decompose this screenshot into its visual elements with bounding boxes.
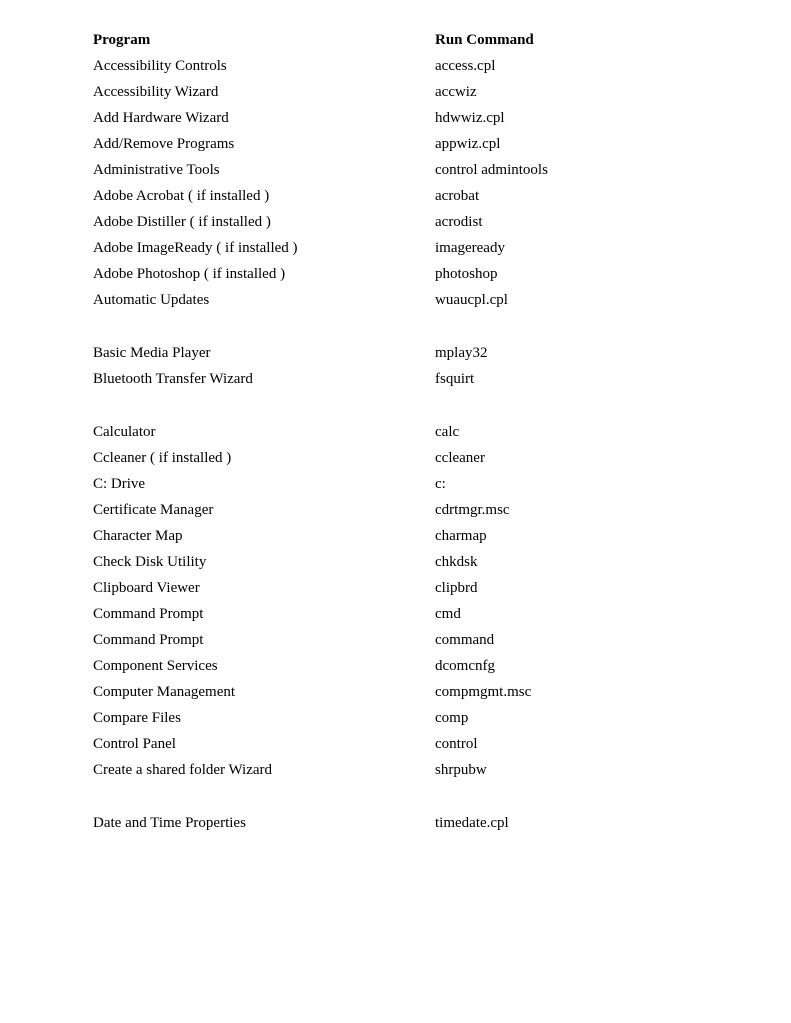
program-name: Control Panel: [93, 736, 176, 752]
table-row: [93, 601, 733, 627]
table-row: [93, 287, 733, 313]
table-row: [93, 183, 733, 209]
table-row: [93, 523, 733, 549]
run-command: compmgmt.msc: [435, 684, 532, 700]
program-name: Adobe Photoshop ( if installed ): [93, 266, 286, 282]
table-row: [93, 445, 733, 471]
run-command: fsquirt: [435, 371, 475, 387]
table-row: [93, 497, 733, 523]
table-row: [93, 53, 733, 79]
program-name: Compare Files: [93, 710, 181, 726]
run-command: c:: [435, 476, 446, 492]
program-name: Automatic Updates: [93, 292, 210, 308]
run-command: accwiz: [435, 84, 477, 100]
run-command: cmd: [435, 606, 461, 622]
program-name: C: Drive: [93, 476, 146, 492]
program-name: Component Services: [93, 658, 218, 674]
table-row: [93, 209, 733, 235]
run-command: calc: [435, 424, 460, 440]
run-commands-document: [93, 27, 733, 836]
table-row: [93, 419, 733, 445]
table-row: [93, 366, 733, 392]
table-row: [93, 157, 733, 183]
program-name: Accessibility Wizard: [93, 84, 219, 100]
run-command: acrobat: [435, 188, 480, 204]
run-command: ccleaner: [435, 450, 485, 466]
program-name: Create a shared folder Wizard: [93, 762, 273, 778]
program-name: Calculator: [93, 424, 156, 440]
run-command: photoshop: [435, 266, 498, 282]
table-row: [93, 731, 733, 757]
run-command: timedate.cpl: [435, 815, 509, 831]
program-name: Administrative Tools: [93, 162, 220, 178]
run-command: mplay32: [435, 345, 488, 361]
program-name: Certificate Manager: [93, 502, 214, 518]
program-name: Add Hardware Wizard: [93, 110, 229, 126]
program-name: Bluetooth Transfer Wizard: [93, 371, 253, 387]
run-command: hdwwiz.cpl: [435, 110, 505, 126]
run-command: appwiz.cpl: [435, 136, 501, 152]
program-name: Date and Time Properties: [93, 815, 246, 831]
run-command: wuaucpl.cpl: [435, 292, 508, 308]
table-row: [93, 679, 733, 705]
program-name: Ccleaner ( if installed ): [93, 450, 232, 466]
run-command: control: [435, 736, 478, 752]
table-row: [93, 471, 733, 497]
table-row: [93, 810, 733, 836]
table-row: [93, 653, 733, 679]
program-name: Adobe Acrobat ( if installed ): [93, 188, 270, 204]
run-command: dcomcnfg: [435, 658, 495, 674]
run-command: acrodist: [435, 214, 483, 230]
table-row: [93, 627, 733, 653]
table-row: [93, 131, 733, 157]
run-command: clipbrd: [435, 580, 478, 596]
program-name: Command Prompt: [93, 632, 204, 648]
table-row: [93, 549, 733, 575]
program-name: Accessibility Controls: [93, 58, 227, 74]
table-row: [93, 235, 733, 261]
program-name: Command Prompt: [93, 606, 204, 622]
run-command: cdrtmgr.msc: [435, 502, 510, 518]
program-name: Character Map: [93, 528, 183, 544]
run-command: chkdsk: [435, 554, 478, 570]
program-name: Computer Management: [93, 684, 236, 700]
program-column-header: Program: [93, 32, 151, 48]
program-name: Adobe ImageReady ( if installed ): [93, 240, 298, 256]
table-row: [93, 261, 733, 287]
run-command: access.cpl: [435, 58, 496, 74]
table-row: [93, 757, 733, 783]
run-command: command: [435, 632, 495, 648]
run-command: control admintools: [435, 162, 548, 178]
run-command: imageready: [435, 240, 505, 256]
table-row: [93, 340, 733, 366]
program-name: Add/Remove Programs: [93, 136, 235, 152]
program-name: Check Disk Utility: [93, 554, 207, 570]
table-row: [93, 105, 733, 131]
run-command: charmap: [435, 528, 487, 544]
run-command: comp: [435, 710, 469, 726]
table-row: [93, 575, 733, 601]
table-row: [93, 705, 733, 731]
program-name: Basic Media Player: [93, 345, 211, 361]
program-name: Clipboard Viewer: [93, 580, 200, 596]
table-header-row: [93, 27, 733, 53]
run-command-column-header: Run Command: [435, 32, 534, 48]
run-command: shrpubw: [435, 762, 487, 778]
program-name: Adobe Distiller ( if installed ): [93, 214, 271, 230]
table-row: [93, 79, 733, 105]
